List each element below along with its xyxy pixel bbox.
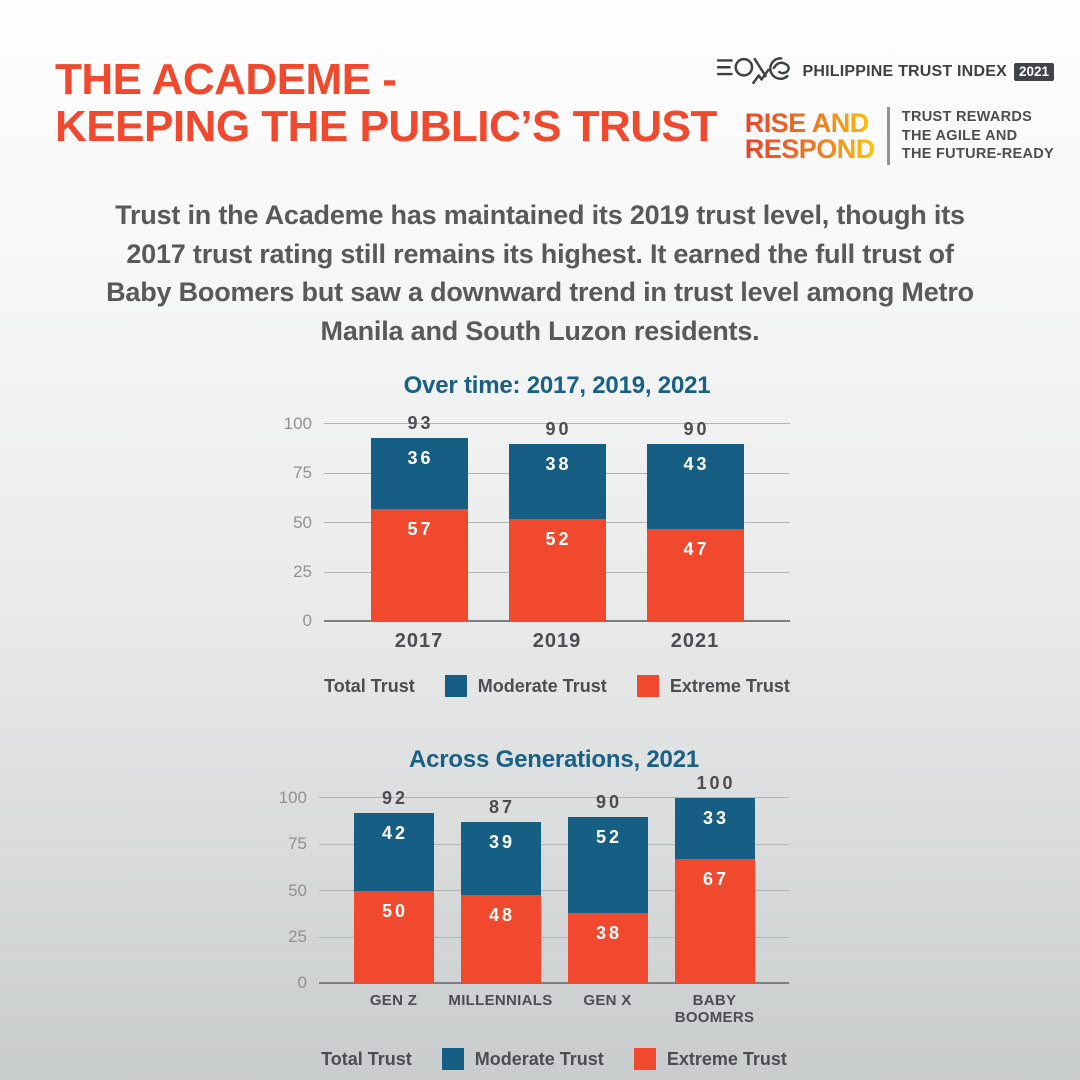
moderate-trust-segment (461, 822, 541, 895)
brand-campaign-row (714, 107, 1054, 165)
y-axis-tick-label: 75 (293, 463, 312, 482)
x-axis-category-label: 2017 (394, 630, 444, 652)
philippine-trust-index-label: PHILIPPINE TRUST INDEX (802, 63, 1007, 80)
segment-value-label: 38 (595, 923, 623, 944)
x-axis-category-label: 2019 (532, 630, 582, 652)
y-axis-tick-label: 25 (288, 927, 307, 946)
legend-label: Moderate Trust (474, 1048, 604, 1069)
segment-value-label: 52 (595, 826, 623, 847)
page-title (55, 56, 717, 150)
extreme-trust-segment (354, 891, 434, 984)
segment-value-label: 42 (381, 822, 409, 843)
segment-value-label: 52 (545, 529, 572, 550)
extreme-trust-segment (371, 509, 468, 622)
y-axis-tick-label: 0 (302, 611, 312, 630)
legend-label: Total Trust (321, 1048, 412, 1069)
chart-over-time-plot-area (283, 412, 790, 630)
bar-column (626, 418, 764, 622)
chart-over-time-legend (324, 675, 790, 697)
segment-value-label: 33 (702, 808, 730, 829)
extreme-trust-segment (675, 859, 755, 984)
legend-item (321, 1049, 412, 1070)
x-axis-category-label: GEN X (583, 992, 632, 1009)
y-axis-tick-label: 0 (297, 973, 307, 992)
segment-value-label: 57 (407, 519, 434, 540)
segment-value-label: 43 (683, 453, 710, 474)
tagline-line3: THE FUTURE-READY (901, 146, 1054, 163)
page-title-line1: THE ACADEME - (55, 55, 397, 104)
segment-value-label: 36 (407, 447, 434, 468)
moderate-trust-segment (675, 798, 755, 859)
legend-item (324, 676, 415, 697)
chart-generations-title: Across Generations, 2021 (408, 746, 699, 773)
extreme-trust-segment (568, 913, 648, 984)
segment-value-label: 47 (683, 538, 710, 559)
chart-generations-legend (319, 1048, 789, 1070)
total-trust-label: 87 (488, 797, 516, 818)
bar-column (447, 797, 554, 984)
chart-over-time (250, 372, 850, 697)
intro-paragraph: Trust in the Academe has maintained its 2019 trust level, though its 2017 trust rating still remains its highest. It earned the full trust of Baby Boomers but saw a downward trend in trust level among Metro Manila and South Luzon residents. (106, 200, 974, 346)
tagline-line2: THE AGILE AND (901, 127, 1018, 144)
moderate-trust-segment (647, 444, 744, 529)
year-badge: 2021 (1014, 63, 1054, 81)
vertical-divider (887, 107, 890, 165)
rise-and-respond-wordmark (744, 107, 875, 164)
moderate-trust-segment (354, 813, 434, 891)
x-axis-category-label: 2021 (670, 630, 720, 652)
legend-swatch (445, 675, 467, 697)
y-axis-tick-label: 75 (288, 834, 307, 853)
stacked-bar (647, 418, 744, 622)
legend-swatch (442, 1048, 464, 1070)
segment-value-label: 38 (545, 453, 572, 474)
brand-block (714, 46, 1054, 165)
stacked-bar (371, 412, 468, 622)
bar-column (488, 418, 626, 622)
legend-item (445, 675, 607, 697)
y-axis-tick-label: 100 (283, 413, 312, 433)
x-axis-category-label: MILLENNIALS (448, 992, 553, 1009)
total-trust-label: 93 (407, 412, 434, 433)
total-trust-label: 92 (381, 787, 409, 808)
legend-item (442, 1048, 604, 1070)
extreme-trust-segment (509, 519, 606, 622)
moderate-trust-segment (568, 817, 648, 914)
x-axis-category-label: BABY BOOMERS (674, 992, 755, 1026)
y-axis-tick-label: 100 (278, 787, 307, 807)
x-axis-category-label: GEN Z (369, 992, 418, 1009)
legend-label: Extreme Trust (669, 675, 790, 696)
campaign-line2: RESPOND (744, 134, 875, 164)
chart-generations (245, 746, 845, 1070)
eon-logo-icon (714, 46, 796, 98)
tagline-line1: TRUST REWARDS (901, 108, 1033, 125)
legend-swatch (634, 1048, 656, 1070)
y-axis-tick-label: 50 (293, 512, 312, 532)
legend-label: Total Trust (324, 675, 415, 696)
moderate-trust-segment (371, 438, 468, 509)
total-trust-label: 100 (696, 773, 736, 794)
stacked-bar (461, 797, 541, 984)
chart-generations-plot-area (278, 773, 789, 992)
segment-value-label: 50 (381, 901, 409, 921)
stacked-bar (354, 787, 434, 984)
legend-label: Moderate Trust (477, 675, 607, 696)
total-trust-label: 90 (545, 418, 572, 439)
bar-column (661, 773, 768, 984)
segment-value-label: 48 (488, 904, 516, 925)
stacked-bar (675, 773, 755, 984)
x-axis-labels (324, 630, 790, 653)
stacked-bar (509, 418, 606, 622)
page-title-line2: KEEPING THE PUBLIC’S TRUST (55, 102, 717, 152)
bar-column (554, 791, 661, 984)
legend-item (637, 675, 790, 697)
chart-over-time-title: Over time: 2017, 2019, 2021 (403, 372, 711, 399)
campaign-line1: RISE AND (744, 107, 869, 138)
extreme-trust-segment (461, 895, 541, 984)
bars-layer (324, 412, 790, 622)
bar-column (350, 412, 488, 622)
total-trust-label: 90 (683, 418, 710, 439)
bars-layer (319, 773, 789, 984)
brand-logo-row (714, 46, 1054, 98)
total-trust-label: 90 (595, 791, 623, 812)
stacked-bar (568, 791, 648, 984)
segment-value-label: 39 (488, 832, 516, 853)
campaign-tagline (902, 108, 1054, 165)
y-axis-tick-label: 25 (293, 562, 312, 581)
x-axis-labels (319, 992, 789, 1026)
legend-swatch (637, 675, 659, 697)
extreme-trust-segment (647, 529, 744, 622)
segment-value-label: 67 (702, 869, 730, 890)
y-axis-tick-label: 50 (288, 880, 307, 900)
legend-label: Extreme Trust (666, 1048, 787, 1069)
moderate-trust-segment (509, 444, 606, 519)
bar-column (340, 787, 447, 984)
legend-item (634, 1048, 787, 1070)
